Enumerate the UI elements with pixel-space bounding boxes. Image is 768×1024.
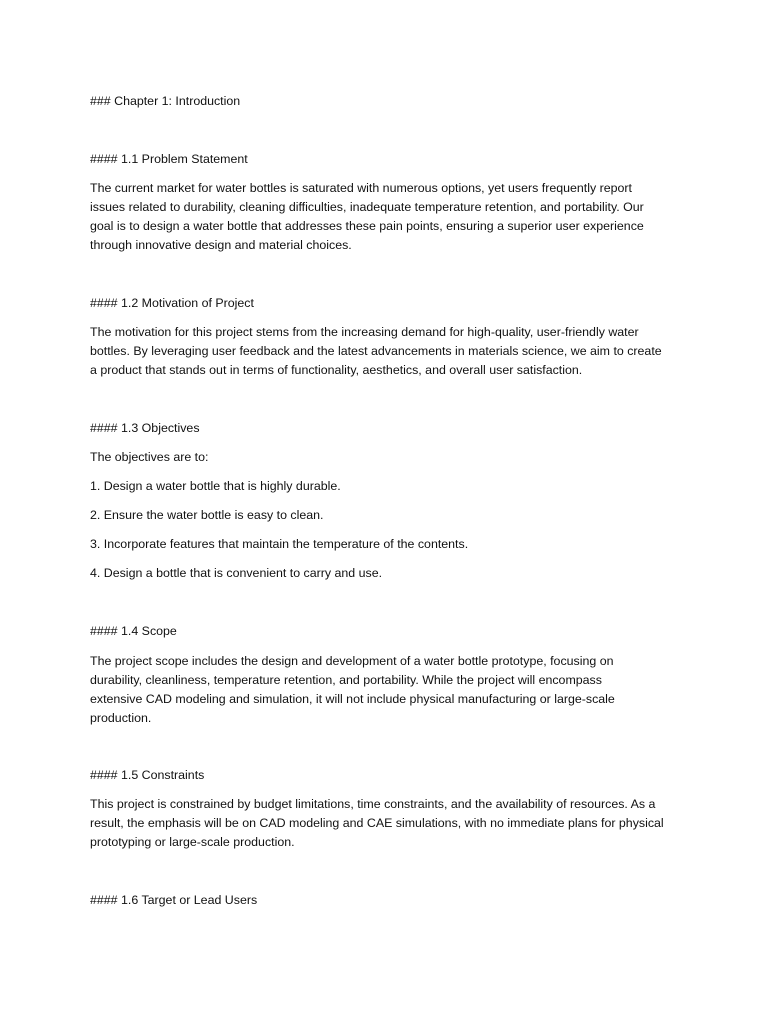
paragraph-line: issues related to durability, cleaning difficulties, inadequate temperature retention, and portability. Our: [90, 200, 644, 214]
paragraph-line: prototyping or large-scale production.: [90, 835, 295, 849]
paragraph-line: through innovative design and material choices.: [90, 238, 352, 252]
objectives-intro: The objectives are to:: [90, 450, 209, 464]
paragraph-line: production.: [90, 711, 152, 725]
objective-item: 2. Ensure the water bottle is easy to clean.: [90, 508, 324, 522]
paragraph-line: durability, cleanliness, temperature retention, and portability. While the project will encompass: [90, 673, 602, 687]
section-heading-target-users: #### 1.6 Target or Lead Users: [90, 893, 258, 907]
section-heading-scope: #### 1.4 Scope: [90, 624, 177, 638]
section-heading-objectives: #### 1.3 Objectives: [90, 421, 200, 435]
motivation-paragraph: [90, 323, 690, 380]
section-heading-motivation: #### 1.2 Motivation of Project: [90, 296, 254, 310]
paragraph-line: goal is to design a water bottle that addresses these pain points, ensuring a superior user experience: [90, 219, 644, 233]
objective-item: 4. Design a bottle that is convenient to carry and use.: [90, 566, 383, 580]
section-heading-problem-statement: #### 1.1 Problem Statement: [90, 152, 248, 166]
paragraph-line: bottles. By leveraging user feedback and the latest advancements in materials science, we aim to create: [90, 344, 662, 358]
scope-paragraph: [90, 652, 690, 728]
constraints-paragraph: [90, 795, 690, 852]
problem-statement-paragraph: [90, 179, 690, 255]
paragraph-line: The project scope includes the design and development of a water bottle prototype, focusing on: [90, 654, 614, 668]
chapter-heading: ### Chapter 1: Introduction: [90, 94, 241, 108]
section-heading-constraints: #### 1.5 Constraints: [90, 768, 205, 782]
paragraph-line: The current market for water bottles is saturated with numerous options, yet users frequently report: [90, 181, 632, 195]
objective-item: 3. Incorporate features that maintain the temperature of the contents.: [90, 537, 469, 551]
paragraph-line: The motivation for this project stems from the increasing demand for high-quality, user-friendly water: [90, 325, 639, 339]
paragraph-line: a product that stands out in terms of functionality, aesthetics, and overall user satisfaction.: [90, 363, 583, 377]
paragraph-line: This project is constrained by budget limitations, time constraints, and the availability of resources. As a: [90, 797, 656, 811]
paragraph-line: result, the emphasis will be on CAD modeling and CAE simulations, with no immediate plans for physical: [90, 816, 664, 830]
objective-item: 1. Design a water bottle that is highly durable.: [90, 479, 341, 493]
paragraph-line: extensive CAD modeling and simulation, it will not include physical manufacturing or large-scale: [90, 692, 615, 706]
